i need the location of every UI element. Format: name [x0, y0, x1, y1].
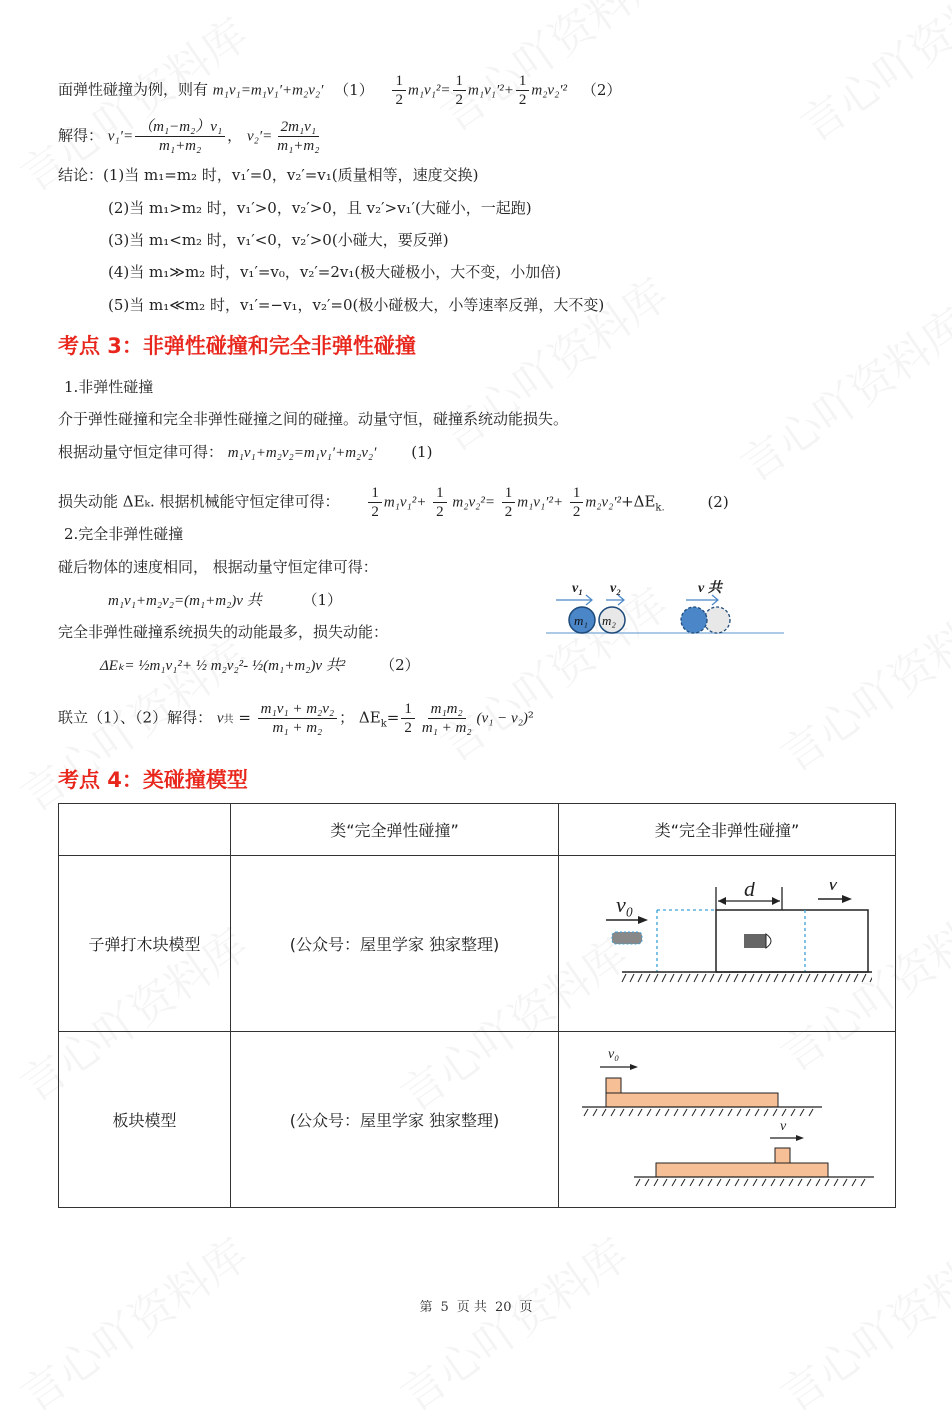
- inelastic-description: 介于弹性碰撞和完全非弹性碰撞之间的碰撞。动量守恒，碰撞系统动能损失。: [58, 410, 569, 428]
- watermark: [786, 0, 952, 154]
- svg-text:d: d: [744, 881, 755, 901]
- momentum-equation: m₁v₁=m₁v₁′+m₂v₂′: [212, 82, 324, 99]
- subheading-perfectly-inelastic: 2.完全非弹性碰撞: [64, 525, 184, 543]
- energy-loss-description: 完全非弹性碰撞系统损失的动能最多，损失动能：: [58, 623, 389, 641]
- table-header-inelastic: 类“完全非弹性碰撞”: [559, 804, 896, 856]
- row-label-board-block: 板块模型: [59, 1032, 231, 1208]
- watermark: [6, 1220, 259, 1424]
- svg-text:v: v: [828, 881, 838, 895]
- watermark: [726, 290, 952, 494]
- conclusion-4: (4)当 m₁≫m₂ 时，v₁′=v₀，v₂′=2v₁(极大碰极小，大不变，小加倍): [108, 263, 562, 281]
- table-row: [59, 856, 896, 1032]
- conclusion-2: (2)当 m₁>m₂ 时，v₁′>0，v₂′>0，且 v₂′>v₁′(大碰小，一起跑): [108, 199, 532, 217]
- subheading-inelastic: 1.非弹性碰撞: [64, 378, 154, 396]
- svg-text:m₂: m₂: [602, 613, 616, 628]
- solution-line: 解得： v₁′= $\frac{\text{（m₁−m₂）v₁}}{\text{m₁+m₂}}$ ， v₂′= $\frac{\text{2m₁v₁}}{\text{m₁+m₂}}$: [58, 119, 320, 154]
- bullet-block-diagram-cell: [559, 856, 896, 1032]
- common-velocity-equation: m₁v₁+m₂v₂=(m₁+m₂)v 共 （1）: [108, 591, 343, 609]
- collision-model-table: [58, 803, 896, 1208]
- v1-label: v₁: [572, 581, 584, 596]
- energy-loss-equation: ΔEₖ= ½m₁v₁²+ ½ m₂v₂²- ½(m₁+m₂)v 共² （2）: [100, 656, 420, 674]
- watermark: [766, 580, 952, 784]
- watermark: [426, 260, 679, 464]
- momentum-line: 根据动量守恒定律可得： m₁v₁+m₂v₂=m₁v₁′+m₂v₂′ (1): [58, 443, 433, 461]
- svg-text:v: v: [780, 1118, 787, 1134]
- row-note: (公众号：屋里学家 独家整理): [231, 856, 559, 1032]
- watermark: [766, 1220, 952, 1424]
- row-note: (公众号：屋里学家 独家整理): [231, 1032, 559, 1208]
- table-header-empty: [59, 804, 231, 856]
- svg-text:v₀: v₀: [608, 1046, 620, 1062]
- perfectly-inelastic-description: 碰后物体的速度相同， 根据动量守恒定律可得：: [58, 558, 378, 576]
- energy-line: 损失动能 ΔEₖ. 根据机械能守恒定律可得： $\frac{1}{2}$ m₁v₁²+ $\frac{1}{2}$ m₂v₂²= $\frac{1}{2}$ m₁v₁′²+ $\frac{1}{2}$ $m_2v_2'^2+\Delta E_{k.}$ (2): [58, 485, 729, 520]
- conclusion-1: 结论：(1)当 m₁=m₂ 时，v₁′=0，v₂′=v₁(质量相等，速度交换): [58, 166, 479, 184]
- section-4-heading: 考点 4：类碰撞模型: [58, 768, 248, 792]
- vcommon-label: v 共: [698, 581, 722, 596]
- current-page: 5: [440, 1300, 449, 1315]
- bullet-block-diagram: [582, 882, 872, 1002]
- watermark: [386, 1220, 639, 1424]
- row-label-bullet-block: 子弹打木块模型: [59, 856, 231, 1032]
- table-row: [59, 1032, 896, 1208]
- svg-text:v₀: v₀: [616, 891, 634, 917]
- board-block-diagram-cell: [559, 1032, 896, 1208]
- total-pages: 20: [494, 1300, 512, 1315]
- section-3-heading: 考点 3：非弹性碰撞和完全非弹性碰撞: [58, 334, 416, 358]
- board-block-diagram: [572, 1038, 882, 1198]
- page-footer: 第 5 页 共 20 页: [419, 1300, 533, 1315]
- collision-diagram: [540, 576, 790, 638]
- table-header-elastic: 类“完全弹性碰撞”: [231, 804, 559, 856]
- v2-label: v₂: [610, 581, 622, 596]
- intro-line: 面弹性碰撞为例，则有 m₁v₁=m₁v₁′+m₂v₂′ （1） $\frac{1}{2}$ m₁v₁²= $\frac{1}{2}$ m₁v₁′²+ $\frac{1}{2}$ m₂v₂′² （2）: [58, 73, 622, 108]
- svg-text:m₁: m₁: [574, 613, 588, 628]
- conclusion-5: (5)当 m₁≪m₂ 时，v₁′=−v₁，v₂′=0(极小碰极大，小等速率反弹，大不变): [108, 296, 605, 314]
- combined-solution: 联立（1）、（2）解得： v共 = $\frac{\text{m₁v₁ + m₂v₂}}{\text{m₁ + m₂}}$ ； $\Delta E_k=$ $\frac{1}{2}$ $\frac{\text{m₁m₂}}{\text{m₁ + m₂}}$ (v₁ − v₂)²: [58, 701, 534, 736]
- conclusion-3: (3)当 m₁<m₂ 时，v₁′<0，v₂′>0(小碰大，要反弹): [108, 231, 449, 249]
